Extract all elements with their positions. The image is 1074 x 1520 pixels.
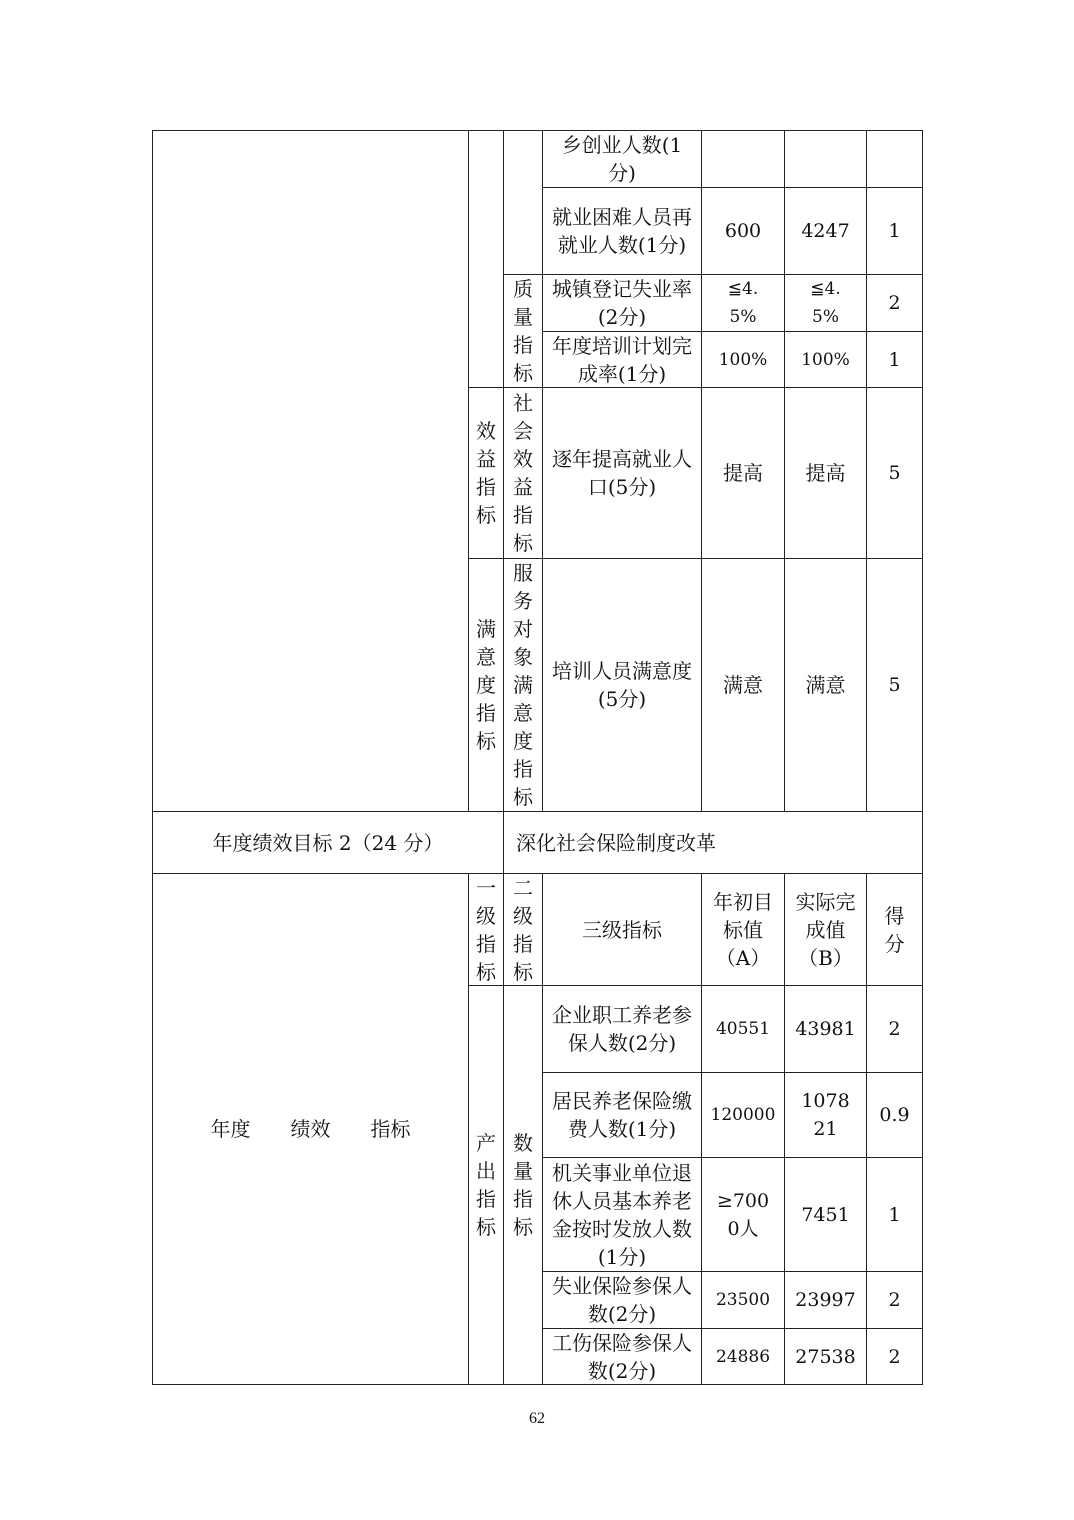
actual-cell [784,1072,867,1158]
first-level-benefit-cell [468,387,504,559]
target-cell [701,1271,785,1329]
first-level-satisfaction-cell [468,558,504,812]
second-level-social-text: 社会效益指标 [513,391,533,555]
goal2-label: 年度绩效目标 2（24 分） [212,830,444,855]
actual-cell [784,1328,867,1385]
header-score [866,873,923,986]
header-actual-text: 实际完成值（B） [795,889,856,970]
actual-cell [784,985,867,1073]
header-actual [784,873,867,986]
actual-text: 43981 [795,1018,856,1040]
second-level-service-text: 服务对象满意度指标 [513,561,533,809]
indicator-text: 居民养老保险缴费人数(1分) [552,1089,692,1141]
first-level-continued-cell [468,130,504,388]
indicator-text: 机关事业单位退休人员基本养老金按时发放人数(1分) [552,1160,692,1269]
actual-cell [784,187,867,275]
indicator-text: 企业职工养老参保人数(2分) [552,1003,692,1055]
header-third-level [542,873,702,986]
second-level-quality-cell [503,274,543,388]
header-score-text: 得分 [884,903,905,956]
annual-indicator-label: 年度 绩效 指标 [210,1117,411,1141]
target-text: 提高 [723,461,763,485]
indicator-text: 培训人员满意度(5分) [552,659,692,711]
target-text: ≥7000人 [716,1189,770,1240]
actual-text: 提高 [805,461,846,485]
second-level-quantity-text: 数量指标 [513,1131,533,1239]
indicator-cell [542,130,702,188]
empty-label-cell [152,130,469,812]
target-text: 120000 [710,1105,776,1125]
score-cell [866,187,923,275]
score-cell [866,130,923,188]
target-cell [701,130,785,188]
target-cell [701,1328,785,1385]
header-target-text: 年初目标值（A） [713,889,773,970]
goal2-content-cell [503,811,923,874]
actual-text: 7451 [801,1203,850,1226]
indicator-text: 工伤保险参保人数(2分) [552,1330,692,1383]
score-text: 5 [888,674,901,696]
header-third-text: 三级指标 [582,917,662,942]
actual-text: ≦4.5% [810,279,841,327]
score-cell [866,1072,923,1158]
target-cell [701,1157,785,1272]
header-second-text: 二级指标 [513,875,533,984]
actual-cell [784,130,867,188]
score-text: 2 [888,1289,901,1311]
header-first-text: 一级指标 [476,875,496,984]
actual-text: 27538 [795,1345,856,1368]
annual-indicator-label-cell [152,873,469,1385]
score-cell [866,1271,923,1329]
target-cell [701,331,785,388]
target-text: 24886 [715,1346,771,1367]
score-text: 1 [888,348,901,371]
score-cell [866,985,923,1073]
target-text: 600 [724,220,762,242]
score-text: 0.9 [879,1104,910,1126]
target-text: 40551 [715,1019,771,1039]
indicator-text: 逐年提高就业人口(5分) [552,447,692,499]
score-text: 2 [888,1345,901,1368]
indicator-cell [542,1328,702,1385]
target-cell [701,187,785,275]
page-number: 62 [529,1410,545,1427]
score-cell [866,1157,923,1272]
indicator-cell [542,1271,702,1329]
target-cell [701,387,785,559]
score-cell [866,274,923,332]
indicator-text: 乡创业人数(1分) [561,133,683,185]
first-level-output-cell [468,985,504,1385]
indicator-text: 城镇登记失业率(2分) [552,277,692,329]
actual-text: 4247 [801,220,850,242]
second-level-quality-text: 质量指标 [513,277,533,385]
score-text: 2 [888,292,901,314]
second-level-social-cell [503,387,543,559]
target-text: 23500 [715,1290,771,1310]
score-cell [866,558,923,812]
indicator-cell [542,1072,702,1158]
indicator-text: 失业保险参保人数(2分) [552,1274,692,1326]
target-text: ≦4.5% [727,279,759,327]
indicator-cell [542,274,702,332]
actual-text: 23997 [795,1289,856,1311]
actual-cell [784,274,867,332]
indicator-cell [542,187,702,275]
target-cell [701,274,785,332]
indicator-cell [542,387,702,559]
target-cell [701,1072,785,1158]
score-cell [866,387,923,559]
goal2-content: 深化社会保险制度改革 [516,830,716,855]
score-text: 1 [888,220,901,242]
first-level-benefit-text: 效益指标 [476,419,496,527]
score-text: 5 [888,462,901,484]
header-second-level [503,873,543,986]
score-cell [866,331,923,388]
score-text: 1 [888,1203,901,1226]
target-cell [701,985,785,1073]
second-level-service-cell [503,558,543,812]
actual-cell [784,331,867,388]
indicator-cell [542,985,702,1073]
score-cell [866,1328,923,1385]
second-level-quantity-cell [503,985,543,1385]
indicator-cell [542,558,702,812]
indicator-cell [542,331,702,388]
indicator-text: 就业困难人员再就业人数(1分) [552,205,692,257]
actual-cell [784,558,867,812]
indicator-text: 年度培训计划完成率(1分) [552,333,692,386]
actual-text: 107821 [801,1090,850,1140]
target-text: 满意 [723,673,763,697]
first-level-satisfaction-text: 满意度指标 [476,617,496,753]
first-level-output-text: 产出指标 [476,1131,496,1239]
actual-text: 100% [801,349,850,370]
actual-cell [784,387,867,559]
header-target [701,873,785,986]
target-text: 100% [718,349,768,370]
actual-text: 满意 [805,673,846,697]
actual-cell [784,1157,867,1272]
actual-cell [784,1271,867,1329]
second-level-continued-cell [503,130,543,275]
header-first-level [468,873,504,986]
goal2-label-cell [152,811,504,874]
target-cell [701,558,785,812]
indicator-cell [542,1157,702,1272]
score-text: 2 [888,1018,901,1040]
